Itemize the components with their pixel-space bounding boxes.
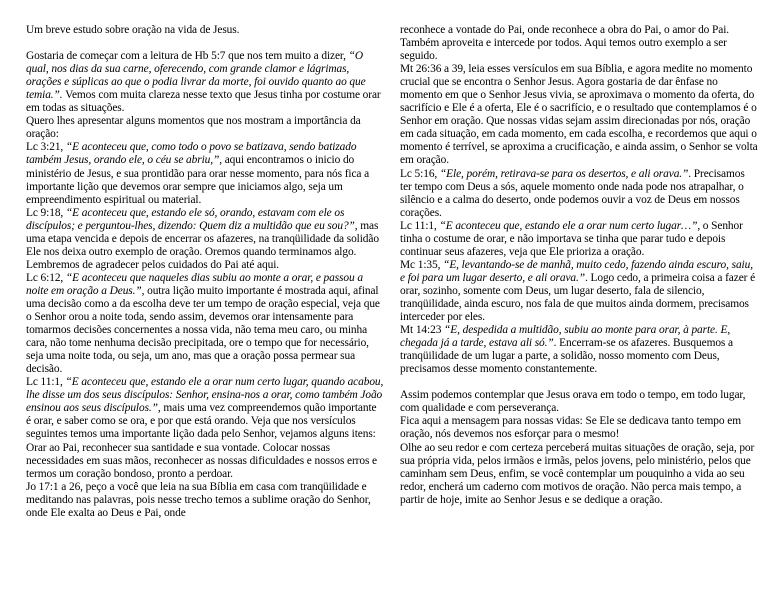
verse-ref: Lc 9:18, — [26, 206, 66, 219]
closing-paragraph-1: Assim podemos contemplar que Jesus orava em todo o tempo, em todo lugar, com qualidade e com perseverança. — [400, 389, 746, 415]
continuation-paragraph: reconhece a vontade do Pai, onde reconhece a obra do Pai, o amor do Pai. Também aproveita e intercede por todos. Aqui temos outro exemplo a ser seguido. — [400, 24, 730, 63]
intro-text: Gostaria de começar com a leitura de Hb 5:7 que nos tem muito a dizer, — [26, 50, 349, 63]
hebrews-quote: “O qual, nos dias da sua carne, oferecendo, com grande clamor e lágrimas, orações e súplicas ao que o podia livrar da morte, foi ouvido quanto ao que temia.”. — [26, 50, 366, 102]
verse-ref: Lc 5:16, — [400, 167, 440, 180]
verse-quote: “E aconteceu que naqueles dias subiu ao monte a orar, e passou a noite em oração a Deus.” — [26, 271, 363, 297]
verse-commentary: , mas uma etapa vencida e depois de encerrar os afazeres, na tranqüilidade da solidão Ele nos deixa outro exemplo de oração. Oremos quando terminamos algo. Lembremos de agradecer pelos cuidados do Pai até aqui. — [26, 219, 379, 271]
luke-3-21-paragraph — [26, 141, 384, 206]
spacer — [26, 37, 384, 50]
verse-ref: Lc 3:21, — [26, 141, 66, 154]
luke-11-1-paragraph — [26, 376, 384, 441]
verse-ref: Lc 11:1, — [26, 376, 66, 389]
luke-9-18-paragraph — [26, 207, 384, 272]
left-column — [26, 24, 384, 520]
verse-quote: “Ele, porém, retirava-se para os desertos, e ali orava.” — [439, 167, 689, 180]
prayer-items: Orar ao Pai, reconhecer sua santidade e sua vontade. Colocar nossas necessidades em suas mãos, reconhecer as nossas dificuldades e nossos erros e termos um coração bondoso, pronto a perdoar. — [26, 441, 377, 480]
intro-paragraph — [26, 50, 384, 115]
verse-quote: “E aconteceu que, estando ele só, orando, estavam com ele os discípulos; e perguntou-lhes, dizendo: Quem diz a multidão que eu sou?” — [26, 206, 355, 232]
intro-text-end: Vemos com muita clareza nesse texto que Jesus tinha por costume orar em todas as situações. — [26, 89, 381, 115]
matthew-14-23-paragraph — [400, 324, 758, 376]
spacer — [400, 376, 758, 389]
verse-commentary: , outra lição muito importante é mostrada aqui, afinal uma decisão como a da escolha deve ter um tempo de oração especial, veja que o Senhor orou a noite toda, sendo assim, devemos orar intensamente para tomarmos decisões concernentes a nossa vida, não tema meu caro, ou minha cara, não tome nenhuma decisão precipitada, ore o tempo que for necessário, seja uma noite toda, ou seja, um ano, mas que a oração possa permear sua decisão. — [26, 284, 380, 376]
verse-commentary: . Precisamos ter tempo com Deus a sós, aquele momento onde nada pode nos atrapalhar, o silêncio e a calma do deserto, onde podemos ouvir a voz de Deus em nossos corações. — [400, 167, 745, 219]
luke-5-16-paragraph — [400, 168, 758, 220]
mark-1-35-paragraph — [400, 259, 758, 324]
verse-commentary: . Logo cedo, a primeira coisa a fazer é orar, sozinho, somente com Deus, um lugar deserto, fala de silencio, tranqüilidade, ainda escuro, nos fala de que muitos ainda dormem, precisamos interceder por eles. — [400, 271, 756, 324]
closing-paragraph-3: Olhe ao seu redor e com certeza perceberá muitas situações de oração, seja, por sua própria vida, pelos irmãos e irmãs, pelos jovens, pelo ministério, pelos que caminham sem Deus, enfim, se você contemplar um pouquinho a vida ao seu redor, encherá um caderno com motivos de oração. Não perca mais tempo, a partir de hoje, imite ao Senhor Jesus e se dedique a oração. — [400, 441, 755, 506]
verse-quote: “E aconteceu que, como todo o povo se batizava, sendo batizado também Jesus, orando ele, o céu se abriu,”, — [26, 141, 357, 167]
verse-commentary: aqui encontramos o inicio do ministério de Jesus, e sua prontidão para orar nesse momento, para nós fica a importante lição que devemos orar sempre que iniciamos algo, seja um empreendimento espiritual ou material. — [26, 154, 370, 206]
verse-ref: Mt 14:23 — [400, 324, 445, 337]
john-17-paragraph: Jo 17:1 a 26, peço a você que leia na sua Bíblia em casa com tranqüilidade e meditando nas palavras, pois nesse trecho temos a sublime oração do Senhor, onde Ele exalta ao Deus e Pai, onde — [26, 480, 371, 519]
luke-6-12-paragraph — [26, 272, 384, 376]
verse-quote: “E aconteceu que, estando ele a orar num certo lugar…” — [439, 219, 698, 232]
verse-ref: Mc 1:35, — [400, 258, 444, 271]
right-column — [400, 24, 758, 507]
verse-commentary: . Encerram-se os afazeres. Busquemos a tranqüilidade de um lugar a parte, a solidão, nosso momento com Deus, precisamos desse momento constantemente. — [400, 337, 733, 376]
moments-intro: Quero lhes apresentar alguns momentos que nos mostram a importância da oração: — [26, 115, 361, 141]
verse-ref: Lc 6:12, — [26, 271, 66, 284]
verse-quote: “E aconteceu que, estando ele a orar num certo lugar, quando acabou, lhe disse um dos seus discípulos: Senhor, ensina-nos a orar, como também João ensinou aos seus discípulos.” — [26, 376, 384, 415]
matthew-26-paragraph: Mt 26:36 a 39, leia esses versículos em sua Bíblia, e agora medite no momento crucial que se encontra o Senhor Jesus. Agora gostaria de dar ênfase no momento em que o Senhor Jesus vivia, se aproximava o momento da oferta, do sacrifício e Ele é a oferta, Ele é o sacrifício, e o resultado que contemplamos é o Senhor em oração. Que nossas vidas sejam assim direcionadas por nós, oração em cada situação, em cada momento, em cada escolha, e recordemos que aqui o momento é terrível, se aproxima a crucificação, e ainda assim, o Senhor se volta em oração. — [400, 63, 758, 167]
verse-quote: “E, despedida a multidão, subiu ao monte para orar, à parte. E, chegada já a tarde, estava ali só.” — [400, 324, 731, 350]
verse-ref: Lc 11:1, — [400, 219, 440, 232]
closing-paragraph-2: Fica aqui a mensagem para nossas vidas: Se Ele se dedicava tanto tempo em oração, nós devemos nos esforçar para o mesmo! — [400, 415, 741, 441]
verse-commentary: , mais uma vez compreendemos quão importante é orar, e saber como se ora, e por que está orando. Veja que nos versículos seguintes temos uma importante lição dada pelo Senhor, vejamos alguns itens: — [26, 402, 377, 441]
verse-quote: “E, levantando-se de manhã, muito cedo, fazendo ainda escuro, saiu, e foi para um lugar deserto, e ali orava.” — [400, 258, 753, 284]
verse-commentary: , o Senhor tinha o costume de orar, e não importava se tinha que parar tudo e depois continuar seus afazeres, veja que Ele prioriza a oração. — [400, 219, 743, 258]
luke-11-1-paragraph — [400, 220, 758, 259]
document-title: Um breve estudo sobre oração na vida de Jesus. — [26, 24, 240, 36]
